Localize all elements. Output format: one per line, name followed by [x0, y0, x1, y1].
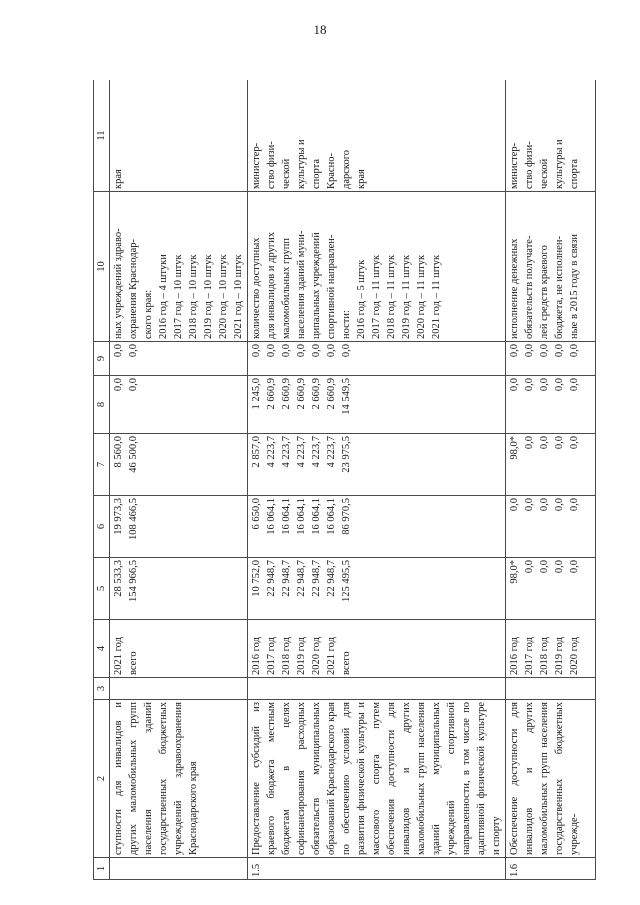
amount-value: 98,0*	[509, 560, 520, 584]
other-amount-cell	[248, 342, 506, 376]
executor-line: культуры и	[296, 139, 307, 189]
result-line: 2020 год – 11 штук	[416, 254, 427, 339]
executor-line: Красно-	[326, 153, 337, 189]
amount-value: 86 970,5	[341, 498, 352, 535]
amount-value: 1 245,0	[251, 378, 262, 410]
amount-value: 0,0	[569, 344, 580, 358]
amount-value: 0,0	[113, 344, 124, 358]
result-line: обязательств получате-	[524, 235, 535, 339]
period-label: всего	[341, 651, 352, 675]
amount-value: 22 948,7	[266, 560, 277, 597]
amount-value: 22 948,7	[281, 560, 292, 597]
executor-line: ство физи-	[266, 141, 277, 189]
measure-description: Предоставление субсидий из краевого бюджета местным бюджетам в целях софинансирования расходных обязательств муниципальных образований Краснодарского края по обеспечению условий для развития физической культуры и массового спорта путем обеспечения доступности для инвалидов и других маломобильных групп населения зданий муниципальных учреждений спортивной направленности, в том числе по адаптивной физической культуре и спорту	[248, 700, 506, 858]
amount-value: 0,0	[524, 560, 535, 574]
result-line: ципальных учреждений	[311, 232, 322, 339]
amount-value: 22 948,7	[326, 560, 337, 597]
period-cell	[110, 620, 248, 678]
result-line: 2019 год – 11 штук	[401, 254, 412, 339]
executor-line: министер-	[509, 142, 520, 189]
amount-value: 16 064,1	[266, 498, 277, 535]
result-line: количество доступных	[251, 237, 262, 339]
amount-value: 0,0	[281, 344, 292, 358]
result-cell	[248, 192, 506, 342]
result-line: охранения Краснодар-	[128, 238, 139, 339]
result-line: лей средств краевого	[539, 245, 550, 339]
col-header: 8	[94, 376, 110, 434]
amount-value: 0,0	[539, 344, 550, 358]
amount-value: 0,0	[554, 436, 565, 450]
result-line: ные в 2015 году в связи	[569, 233, 580, 339]
amount-value: 4 223,7	[311, 436, 322, 468]
result-line: 2016 год – 5 штук	[356, 259, 367, 339]
amount-value: 16 064,1	[296, 498, 307, 535]
rotated-table-area	[93, 80, 601, 880]
amount-value: 0,0	[251, 344, 262, 358]
period-label: 2016 год	[509, 637, 520, 675]
amount-value: 0,0	[554, 378, 565, 392]
table-row	[110, 80, 248, 880]
other-amount-cell	[110, 342, 248, 376]
period-cell	[506, 620, 596, 678]
executor-line: края	[356, 169, 367, 189]
total-amount-cell	[248, 558, 506, 620]
executor-cell	[110, 80, 248, 192]
result-line: ных учреждений здраво-	[113, 228, 124, 339]
amount-value: 0,0	[128, 344, 139, 358]
period-label: всего	[128, 651, 139, 675]
executor-line: края	[113, 169, 124, 189]
amount-value: 2 857,0	[251, 436, 262, 468]
amount-value: 0,0	[326, 344, 337, 358]
result-line: ности:	[341, 310, 352, 339]
amount-value: 4 223,7	[326, 436, 337, 468]
period-label: 2017 год	[266, 637, 277, 675]
amount-value: 0,0	[554, 560, 565, 574]
amount-value: 22 948,7	[296, 560, 307, 597]
col-header: 6	[94, 496, 110, 558]
period-label: 2016 год	[251, 637, 262, 675]
executor-line: дарского	[341, 149, 352, 189]
amount-value: 16 064,1	[326, 498, 337, 535]
amount-value: 0,0	[539, 436, 550, 450]
col-header: 10	[94, 192, 110, 342]
amount-value: 0,0	[311, 344, 322, 358]
measure-description: Обеспечение доступности для инвалидов и других маломобильных групп населения государственных бюджетных учрежде-	[506, 700, 596, 858]
amount-value: 2 660,9	[296, 378, 307, 410]
federal-amount-cell	[248, 496, 506, 558]
amount-value: 14 549,5	[341, 378, 352, 415]
executor-line: ческой	[281, 158, 292, 189]
result-line: населения зданий муни-	[296, 230, 307, 339]
row-number-cell: 1.6	[506, 858, 596, 880]
executor-cell	[506, 80, 596, 192]
amount-value: 10 752,0	[251, 560, 262, 597]
result-line: 2017 год – 10 штук	[173, 254, 184, 339]
amount-value: 0,0	[524, 344, 535, 358]
result-line: 2020 год – 10 штук	[218, 254, 229, 339]
period-label: 2020 год	[569, 637, 580, 675]
col-header: 2	[94, 700, 110, 858]
result-line: исполнение денежных	[509, 238, 520, 339]
col-header: 9	[94, 342, 110, 376]
local-amount-cell	[506, 376, 596, 434]
result-line: 2021 год – 11 штук	[431, 254, 442, 339]
result-line: ского края:	[143, 289, 154, 339]
amount-value: 0,0	[554, 344, 565, 358]
period-label: 2018 год	[539, 637, 550, 675]
amount-value: 0,0	[524, 498, 535, 512]
result-cell	[506, 192, 596, 342]
federal-amount-cell	[110, 496, 248, 558]
period-label: 2019 год	[554, 637, 565, 675]
amount-value: 4 223,7	[281, 436, 292, 468]
amount-value: 0,0	[539, 560, 550, 574]
result-line: бюджета, не исполнен-	[554, 236, 565, 339]
amount-value: 154 966,5	[128, 560, 139, 602]
amount-value: 6 650,0	[251, 498, 262, 530]
executor-line: спорта	[569, 158, 580, 189]
amount-value: 0,0	[509, 344, 520, 358]
col-header: 5	[94, 558, 110, 620]
total-amount-cell	[110, 558, 248, 620]
result-line: 2021 год – 10 штук	[233, 254, 244, 339]
amount-value: 98,0*	[509, 436, 520, 460]
amount-value: 108 466,5	[128, 498, 139, 540]
amount-value: 16 064,1	[281, 498, 292, 535]
amount-value: 0,0	[524, 436, 535, 450]
amount-value: 0,0	[266, 344, 277, 358]
period-label: 2020 год	[311, 637, 322, 675]
amount-value: 22 948,7	[311, 560, 322, 597]
executor-line: ство физи-	[524, 141, 535, 189]
col-header: 11	[94, 80, 110, 192]
result-line: для инвалидов и других	[266, 231, 277, 339]
result-line: 2016 год – 4 штуки	[158, 254, 169, 339]
amount-value: 0,0	[569, 378, 580, 392]
amount-value: 2 660,9	[326, 378, 337, 410]
local-amount-cell	[110, 376, 248, 434]
rotated-table-frame	[93, 80, 601, 880]
amount-value: 2 660,9	[281, 378, 292, 410]
period-label: 2018 год	[281, 637, 292, 675]
amount-value: 0,0	[524, 378, 535, 392]
column-number-row	[94, 80, 110, 880]
amount-value: 2 660,9	[266, 378, 277, 410]
result-line: спортивной направлен-	[326, 234, 337, 339]
table-row	[506, 80, 596, 880]
amount-value: 16 064,1	[311, 498, 322, 535]
amount-value: 0,0	[569, 498, 580, 512]
amount-value: 28 533,3	[113, 560, 124, 597]
amount-value: 4 223,7	[296, 436, 307, 468]
amount-value: 8 560,0	[113, 436, 124, 468]
executor-cell	[248, 80, 506, 192]
col-header: 4	[94, 620, 110, 678]
executor-line: министер-	[251, 142, 262, 189]
result-line: 2019 год – 10 штук	[203, 254, 214, 339]
amount-value: 2 660,9	[311, 378, 322, 410]
amount-value: 46 500,0	[128, 436, 139, 473]
result-line: 2018 год – 11 штук	[386, 254, 397, 339]
period-label: 2017 год	[524, 637, 535, 675]
executor-line: спорта	[311, 158, 322, 189]
program-measures-table	[93, 80, 596, 880]
regional-amount-cell	[110, 434, 248, 496]
amount-value: 0,0	[296, 344, 307, 358]
amount-value: 0,0	[341, 344, 352, 358]
executor-line: культуры и	[554, 139, 565, 189]
col-header: 3	[94, 678, 110, 700]
table-row	[248, 80, 506, 880]
amount-value: 125 495,5	[341, 560, 352, 602]
measure-description: ступности для инвалидов и других маломобильных групп населения зданий государственных бюджетных учреждений здравоохранения Краснодарского края	[110, 700, 248, 858]
amount-value: 0,0	[509, 378, 520, 392]
page-number: 18	[313, 22, 327, 37]
amount-value: 23 975,5	[341, 436, 352, 473]
status-cell	[506, 678, 596, 700]
amount-value: 0,0	[569, 560, 580, 574]
period-cell	[248, 620, 506, 678]
amount-value: 0,0	[569, 436, 580, 450]
amount-value: 0,0	[539, 378, 550, 392]
result-line: 2017 год – 11 штук	[371, 254, 382, 339]
status-cell	[110, 678, 248, 700]
result-line: 2018 год – 10 штук	[188, 254, 199, 339]
amount-value: 0,0	[113, 378, 124, 392]
period-label: 2019 год	[296, 637, 307, 675]
amount-value: 0,0	[128, 378, 139, 392]
period-label: 2021 год	[326, 637, 337, 675]
col-header: 1	[94, 858, 110, 880]
regional-amount-cell	[248, 434, 506, 496]
total-amount-cell	[506, 558, 596, 620]
result-cell	[110, 192, 248, 342]
row-number-cell: 1.5	[248, 858, 506, 880]
period-label: 2021 год	[113, 637, 124, 675]
row-number-cell	[110, 858, 248, 880]
amount-value: 0,0	[539, 498, 550, 512]
local-amount-cell	[248, 376, 506, 434]
other-amount-cell	[506, 342, 596, 376]
status-cell	[248, 678, 506, 700]
amount-value: 4 223,7	[266, 436, 277, 468]
amount-value: 0,0	[554, 498, 565, 512]
executor-line: ческой	[539, 158, 550, 189]
amount-value: 0,0	[509, 498, 520, 512]
federal-amount-cell	[506, 496, 596, 558]
result-line: маломобильных групп	[281, 238, 292, 339]
amount-value: 19 973,3	[113, 498, 124, 535]
col-header: 7	[94, 434, 110, 496]
regional-amount-cell	[506, 434, 596, 496]
